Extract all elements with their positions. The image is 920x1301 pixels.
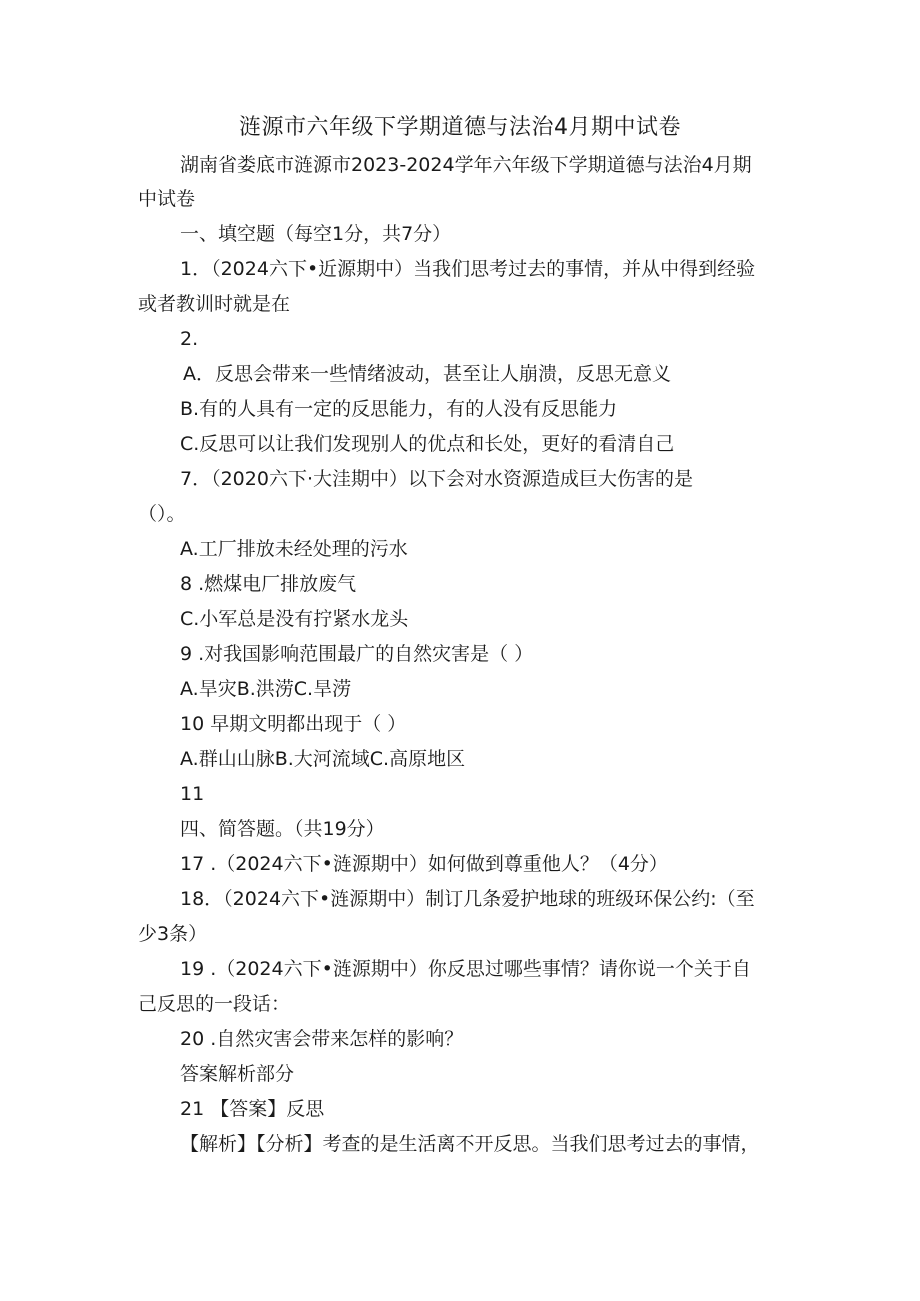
question-9: 9 .对我国影响范围最广的自然灾害是（ ） xyxy=(180,643,534,665)
question-11: 11 xyxy=(180,783,205,805)
question-19-line-1: 19 .（2024六下•涟源期中）你反思过哪些事情？请你说一个关于自 xyxy=(180,958,751,980)
question-10-options: A.群山山脉B.大河流域C.高原地区 xyxy=(180,748,466,770)
question-9-options: A.旱灾B.洪涝C.旱涝 xyxy=(180,678,352,700)
question-1-line-2: 或者教训时就是在 xyxy=(138,293,291,315)
question-7-line-1: 7．（2020六下·大洼期中）以下会对水资源造成巨大伤害的是 xyxy=(180,468,693,490)
question-7-option-a: A.工厂排放未经处理的污水 xyxy=(180,538,408,560)
subtitle-line-2: 中试卷 xyxy=(138,188,196,210)
question-1-line-1: 1．（2024六下•近源期中）当我们思考过去的事情，并从中得到经验 xyxy=(180,258,756,280)
subtitle-line-1: 湖南省娄底市涟源市2023-2024学年六年级下学期道德与法治4月期 xyxy=(180,154,752,176)
question-2-option-c: C.反思可以让我们发现别人的优点和长处，更好的看清自己 xyxy=(180,433,675,455)
question-10: 10 早期文明都出现于（ ） xyxy=(180,713,407,735)
section-heading-short-answer: 四、简答题。（共19分） xyxy=(180,818,385,840)
question-2-option-a: A．反思会带来一些情绪波动，甚至让人崩溃，反思无意义 xyxy=(183,363,671,385)
question-7-option-c: C.小军总是没有拧紧水龙头 xyxy=(180,608,409,630)
question-19-line-2: 己反思的一段话： xyxy=(138,993,291,1015)
answer-section-heading: 答案解析部分 xyxy=(180,1063,295,1085)
page-title: 涟源市六年级下学期道德与法治4月期中试卷 xyxy=(239,115,681,140)
question-17: 17 .（2024六下•涟源期中）如何做到尊重他人？（4分） xyxy=(180,853,668,875)
answer-21: 21 【答案】反思 xyxy=(180,1098,325,1120)
answer-21-analysis: 【解析】【分析】考查的是生活离不开反思。当我们思考过去的事情， xyxy=(180,1133,760,1155)
question-2: 2. xyxy=(180,328,199,350)
question-7-option-b: 8 .燃煤电厂排放废气 xyxy=(180,573,357,595)
question-7-line-2: （）。 xyxy=(138,503,186,525)
question-20: 20 .自然灾害会带来怎样的影响？ xyxy=(180,1028,464,1050)
section-heading-fill-blank: 一、填空题（每空1分，共7分） xyxy=(180,223,452,245)
question-2-option-b: B.有的人具有一定的反思能力，有的人没有反思能力 xyxy=(180,398,618,420)
question-18-line-2: 少3条） xyxy=(138,923,208,945)
question-18-line-1: 18．（2024六下•涟源期中）制订几条爱护地球的班级环保公约:（至 xyxy=(180,888,755,910)
